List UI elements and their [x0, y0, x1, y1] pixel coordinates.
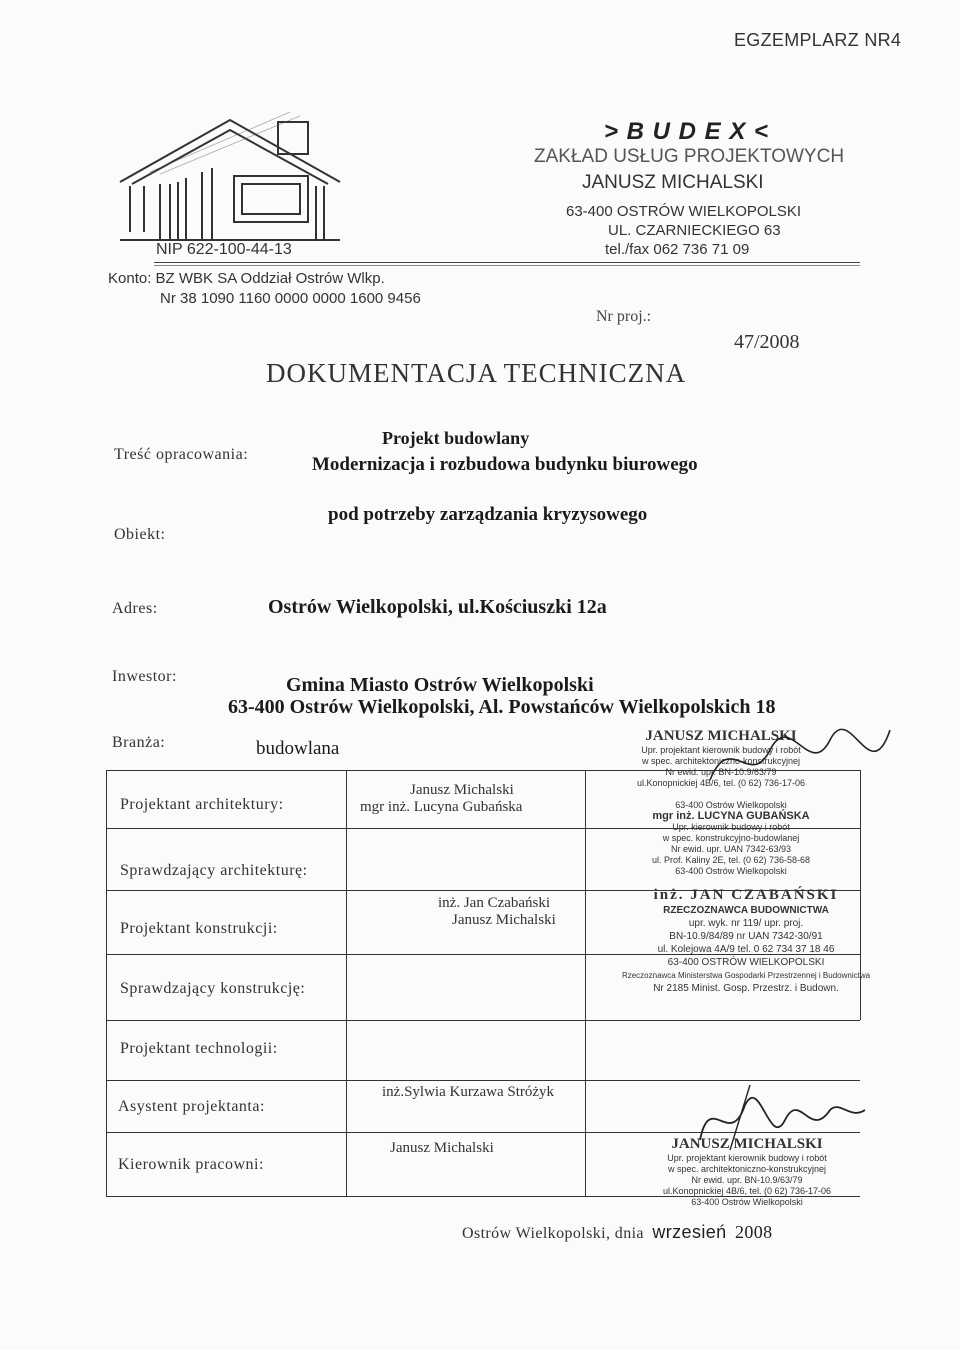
document-title: DOKUMENTACJA TECHNICZNA: [266, 358, 687, 388]
stamp-line: Upr. projektant kierownik budowy i robót: [641, 745, 801, 755]
house-logo-icon: [110, 112, 350, 252]
stamp-line: 63-400 Ostrów Wielkopolski: [675, 800, 787, 810]
table-col-1: [346, 770, 347, 1196]
company-name-line1: ZAKŁAD USŁUG PROJEKTOWYCH: [534, 146, 845, 167]
project-number-value: 47/2008: [734, 331, 800, 353]
company-brand: > B U D E X <: [604, 118, 770, 145]
stamp-line: Nr ewid. upr. BN-10.9/63/79: [665, 767, 777, 777]
stamp-michalski-bottom: [622, 1136, 872, 1208]
structural-designer-name-1: inż. Jan Czabański: [438, 895, 551, 911]
date-year: 2008: [734, 1222, 773, 1242]
assistant-name: inż.Sylwia Kurzawa Stróżyk: [382, 1084, 555, 1100]
investor-line1: Gmina Miasto Ostrów Wielkopolski: [286, 674, 594, 696]
stamp-line: Nr 2185 Minist. Gosp. Przestrz. i Budown.: [653, 983, 839, 994]
stamp-line: ul.Konopnickiej 4B/6, tel. (0 62) 736-17-06: [636, 778, 806, 788]
stamp-line: ul. Kolejowa 4A/9 tel. 0 62 734 37 18 46: [657, 944, 835, 955]
architect-name-2: mgr inż. Lucyna Gubańska: [360, 799, 523, 815]
branch-value: budowlana: [256, 738, 340, 759]
object-value: pod potrzeby zarządzania kryzysowego: [328, 504, 648, 525]
project-number-label: Nr proj.:: [596, 308, 652, 325]
stamp-line: w spec. architektoniczno-konstrukcyjnej: [641, 756, 801, 766]
copy-number-label: EGZEMPLARZ NR4: [734, 30, 902, 50]
stamp-line: RZECZOZNAWCA BUDOWNICTWA: [663, 905, 829, 916]
stamp-line: BN-10.9/84/89 nr UAN 7342-30/91: [669, 931, 823, 942]
date-month: wrzesień: [652, 1222, 727, 1242]
role-label-structural-checker: Sprawdzający konstrukcję:: [120, 980, 306, 997]
table-col-left: [106, 770, 107, 1196]
role-label-architecture-checker: Sprawdzający architekturę:: [120, 862, 308, 879]
role-label-studio-head: Kierownik pracowni:: [118, 1156, 264, 1173]
role-label-technology-designer: Projektant technologii:: [120, 1040, 278, 1057]
stamp-line: mgr inż. LUCYNA GUBAŃSKA: [652, 810, 810, 822]
bank-account-line2: Nr 38 1090 1160 0000 0000 1600 9456: [160, 290, 421, 307]
address-label: Adres:: [112, 600, 158, 617]
studio-head-name: Janusz Michalski: [390, 1140, 494, 1156]
investor-line2: 63-400 Ostrów Wielkopolski, Al. Powstańców Wielkopolskich 18: [228, 696, 776, 718]
architect-name-1: Janusz Michalski: [410, 782, 514, 798]
stamp-line: w spec. konstrukcyjno-budowlanej: [662, 833, 800, 843]
company-address-city: 63-400 OSTRÓW WIELKOPOLSKI: [566, 203, 802, 220]
company-name-line2: JANUSZ MICHALSKI: [582, 172, 764, 193]
content-line2: Modernizacja i rozbudowa budynku biurowego: [312, 454, 698, 475]
role-label-architect: Projektant architektury:: [120, 796, 284, 813]
stamp-line: JANUSZ MICHALSKI: [645, 728, 797, 744]
signature-top: [700, 720, 900, 810]
stamp-line: Rzeczoznawca Ministerstwa Gospodarki Przestrzennej i Budownictwa: [621, 971, 871, 980]
stamp-line: Upr. kierownik budowy i robót: [672, 822, 790, 832]
header-divider-2: [154, 265, 860, 266]
table-line-4: [106, 1020, 860, 1021]
stamp-line: 63-400 OSTRÓW WIELKOPOLSKI: [667, 957, 825, 968]
company-nip: NIP 622-100-44-13: [156, 241, 292, 258]
stamp-czabanski: [596, 886, 896, 995]
bank-account-line1: Konto: BZ WBK SA Oddział Ostrów Wlkp.: [108, 270, 385, 287]
company-phone: tel./fax 062 736 71 09: [605, 241, 750, 258]
place-date: [462, 1222, 773, 1243]
stamp-line: 63-400 Ostrów Wielkopolski: [675, 866, 787, 876]
table-col-2: [585, 770, 586, 1196]
stamp-line: Nr ewid. upr. BN-10.9/63/79: [691, 1175, 803, 1185]
place-date-prefix: Ostrów Wielkopolski, dnia: [462, 1225, 644, 1242]
content-label: Treść opracowania:: [114, 446, 249, 463]
role-label-assistant: Asystent projektanta:: [118, 1098, 265, 1115]
stamp-line: upr. wyk. nr 119/ upr. proj.: [688, 918, 804, 929]
branch-label: Branża:: [112, 734, 166, 751]
stamp-line: inż. JAN CZABAŃSKI: [653, 887, 839, 903]
stamp-line: 63-400 Ostrów Wielkopolski: [691, 1197, 803, 1207]
stamp-line: ul.Konopnickiej 4B/6, tel. (0 62) 736-17-06: [662, 1186, 832, 1196]
investor-label: Inwestor:: [112, 668, 177, 685]
content-line1: Projekt budowlany: [382, 428, 530, 448]
structural-designer-name-2: Janusz Michalski: [452, 912, 556, 928]
stamp-line: Nr ewid. upr. UAN 7342-63/93: [670, 844, 792, 854]
stamp-gubanska: [600, 800, 862, 877]
address-value: Ostrów Wielkopolski, ul.Kościuszki 12a: [268, 596, 607, 618]
stamp-line: JANUSZ MICHALSKI: [671, 1136, 823, 1152]
stamp-line: ul. Prof. Kaliny 2E, tel. (0 62) 736-58-68: [651, 855, 811, 865]
stamp-line: w spec. architektoniczno-konstrukcyjnej: [667, 1164, 827, 1174]
role-label-structural-designer: Projektant konstrukcji:: [120, 920, 278, 937]
stamp-line: Upr. projektant kierownik budowy i robót: [667, 1153, 827, 1163]
header-divider: [154, 262, 860, 263]
company-address-street: UL. CZARNIECKIEGO 63: [608, 222, 781, 239]
object-label: Obiekt:: [114, 526, 166, 543]
